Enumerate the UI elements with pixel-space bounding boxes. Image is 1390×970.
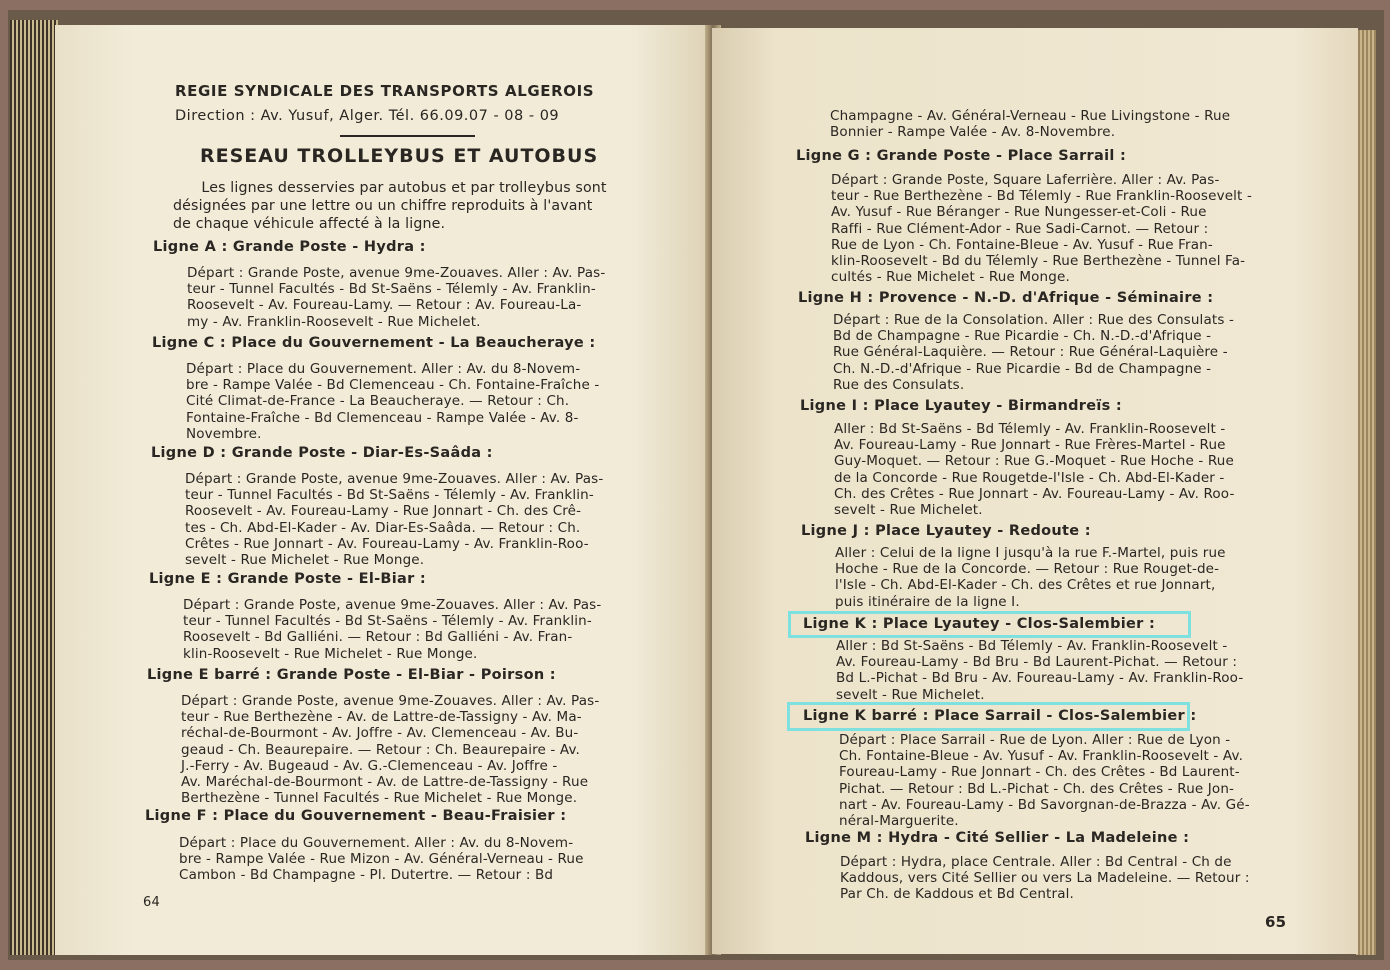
continuation-text: Champagne - Av. Général-Verneau - Rue Livingstone - Rue Bonnier - Rampe Valée - Av. 8-Novembre. <box>830 108 1231 141</box>
ligne-j-title: Ligne J : Place Lyautey - Redoute : <box>801 523 1091 539</box>
ligne-e-body: Départ : Grande Poste, avenue 9me-Zouaves. Aller : Av. Pas- teur - Tunnel Facultés - Bd St-Saëns - Télemly - Av. Franklin- Roosevelt - Bd Galliéni. — Retour : Bd Galliéni - Av. Fran- klin-Roosevelt - Rue Michelet - Rue Monge. <box>183 597 602 662</box>
ligne-k-barre-body: Départ : Place Sarrail - Rue de Lyon. Aller : Rue de Lyon - Ch. Fontaine-Bleue - Av. Yusuf - Av. Franklin-Roosevelt - Av. Foureau-Lamy - Rue Jonnart - Ch. des Crêtes - Bd Laurent- Pichat. — Retour : Bd L.-Pichat - Ch. des Crêtes - Rue Jon- nart - Av. Foureau-Lamy - Bd Savorgnan-de-Brazza - Av. Gé- néral-Marguerite. <box>839 732 1250 830</box>
ligne-k-body: Aller : Bd St-Saëns - Bd Télemly - Av. Franklin-Roosevelt - Av. Foureau-Lamy - Bd Bru - Bd Laurent-Pichat. — Retour : Bd L.-Pichat - Bd Bru - Av. Foureau-Lamy - Av. Franklin-Roo- sevelt - Rue Michelet. <box>836 638 1244 703</box>
header-line2: Direction : Av. Yusuf, Alger. Tél. 66.09.07 - 08 - 09 <box>175 108 560 124</box>
ligne-d-title: Ligne D : Grande Poste - Diar-Es-Saâda : <box>151 445 493 461</box>
ligne-i-title: Ligne I : Place Lyautey - Birmandreïs : <box>800 398 1122 414</box>
ligne-c-title: Ligne C : Place du Gouvernement - La Beaucheraye : <box>152 335 596 351</box>
right-page <box>712 28 1358 954</box>
page-number-left: 64 <box>143 895 160 910</box>
ligne-m-body: Départ : Hydra, place Centrale. Aller : Bd Central - Ch de Kaddous, vers Cité Sellier ou vers La Madeleine. — Retour : Par Ch. de Kaddous et Bd Central. <box>840 854 1250 903</box>
ligne-f-body: Départ : Place du Gouvernement. Aller : Av. du 8-Novem- bre - Rampe Valée - Rue Mizon - Av. Général-Verneau - Rue Cambon - Bd Champagne - Pl. Dutertre. — Retour : Bd <box>179 835 584 884</box>
ligne-h-body: Départ : Rue de la Consolation. Aller : Rue des Consulats - Bd de Champagne - Rue Picardie - Ch. N.-D.-d'Afrique - Rue Général-Laquière. — Retour : Rue Général-Laquière - Ch. N.-D.-d'Afrique - Rue Picardie - Bd de Champagne - Rue des Consulats. <box>833 312 1234 393</box>
left-page <box>55 25 710 955</box>
ligne-m-title: Ligne M : Hydra - Cité Sellier - La Madeleine : <box>805 830 1190 846</box>
header-line1: REGIE SYNDICALE DES TRANSPORTS ALGEROIS <box>175 82 595 100</box>
page-edges-right <box>1356 30 1376 955</box>
ligne-d-body: Départ : Grande Poste, avenue 9me-Zouaves. Aller : Av. Pas- teur - Tunnel Facultés - Bd St-Saëns - Télemly - Av. Franklin- Roosevelt - Av. Foureau-Lamy - Rue Jonnart - Ch. des Crê- tes - Ch. Abd-El-Kader - Av. Diar-Es-Saâda. — Retour : Ch. Crêtes - Rue Jonnart - Av. Foureau-Lamy - Av. Franklin-Roo- sevelt - Rue Michelet - Rue Monge. <box>185 471 604 569</box>
page-number-right: 65 <box>1265 913 1287 931</box>
page-edges-left <box>10 20 58 955</box>
ligne-k-barre-title: Ligne K barré : Place Sarrail - Clos-Salembier : <box>803 708 1197 724</box>
ligne-c-body: Départ : Place du Gouvernement. Aller : Av. du 8-Novem- bre - Rampe Valée - Bd Clemenceau - Ch. Fontaine-Fraîche - Cité Climat-de-France - La Beaucheraye. — Retour : Ch. Fontaine-Fraîche - Bd Clemenceau - Rampe Valée - Av. 8- Novembre. <box>186 361 600 442</box>
ligne-e-barre-body: Départ : Grande Poste, avenue 9me-Zouaves. Aller : Av. Pas- teur - Rue Berthezène - Av. de Lattre-de-Tassigny - Av. Ma- réchal-de-Bourmont - Av. Joffre - Av. Clemenceau - Av. Bu- geaud - Ch. Beaurepaire. — Retour : Ch. Beaurepaire - Av. J.-Ferry - Av. Bugeaud - Av. G.-Clemenceau - Av. Joffre - Av. Maréchal-de-Bourmont - Av. de Lattre-de-Tassigny - Rue Berthezène - Tunnel Facultés - Rue Michelet - Rue Monge. <box>181 693 600 807</box>
ligne-j-body: Aller : Celui de la ligne I jusqu'à la rue F.-Martel, puis rue Hoche - Rue de la Concorde. — Retour : Rue Rouget-de- l'Isle - Ch. Abd-El-Kader - Ch. des Crêtes et rue Jonnart, puis itinéraire de la ligne I. <box>835 545 1226 610</box>
intro-text: Les lignes desservies par autobus et par trolleybus sont désignées par une lettre ou un chiffre reproduits à l'avant de chaque véhicule affecté à la ligne. <box>173 180 607 232</box>
ligne-g-body: Départ : Grande Poste, Square Laferrière. Aller : Av. Pas- teur - Rue Berthezène - Bd Télemly - Rue Franklin-Roosevelt - Av. Yusuf - Rue Béranger - Rue Nungesser-et-Coli - Rue Raffi - Rue Clément-Ador - Rue Sadi-Carnot. — Retour : Rue de Lyon - Ch. Fontaine-Bleue - Av. Yusuf - Rue Fran- klin-Roosevelt - Bd du Télemly - Rue Berthezène - Tunnel Fa- cultés - Rue Michelet - Rue Monge. <box>831 172 1252 286</box>
ligne-a-title: Ligne A : Grande Poste - Hydra : <box>153 239 426 255</box>
ligne-i-body: Aller : Bd St-Saëns - Bd Télemly - Av. Franklin-Roosevelt - Av. Foureau-Lamy - Rue Jonnart - Rue Frères-Martel - Rue Guy-Moquet. — Retour : Rue G.-Moquet - Rue Hoche - Rue de la Concorde - Rue Rougetde-l'Isle - Ch. Abd-El-Kader - Ch. des Crêtes - Rue Jonnart - Av. Foureau-Lamy - Av. Roo- sevelt - Rue Michelet. <box>834 421 1235 519</box>
ligne-e-title: Ligne E : Grande Poste - El-Biar : <box>149 571 427 587</box>
ligne-h-title: Ligne H : Provence - N.-D. d'Afrique - Séminaire : <box>798 290 1214 306</box>
ligne-g-title: Ligne G : Grande Poste - Place Sarrail : <box>796 148 1127 164</box>
ligne-e-barre-title: Ligne E barré : Grande Poste - El-Biar - Poirson : <box>147 667 556 683</box>
ligne-k-title: Ligne K : Place Lyautey - Clos-Salembier : <box>803 616 1156 632</box>
header-rule <box>340 135 475 137</box>
page-title: RESEAU TROLLEYBUS ET AUTOBUS <box>200 145 599 167</box>
ligne-f-title: Ligne F : Place du Gouvernement - Beau-Fraisier : <box>145 808 567 824</box>
ligne-a-body: Départ : Grande Poste, avenue 9me-Zouaves. Aller : Av. Pas- teur - Tunnel Facultés - Bd St-Saëns - Télemly - Av. Franklin- Roosevelt - Av. Foureau-Lamy. — Retour : Av. Foureau-La- my - Av. Franklin-Roosevelt - Rue Michelet. <box>187 265 606 330</box>
